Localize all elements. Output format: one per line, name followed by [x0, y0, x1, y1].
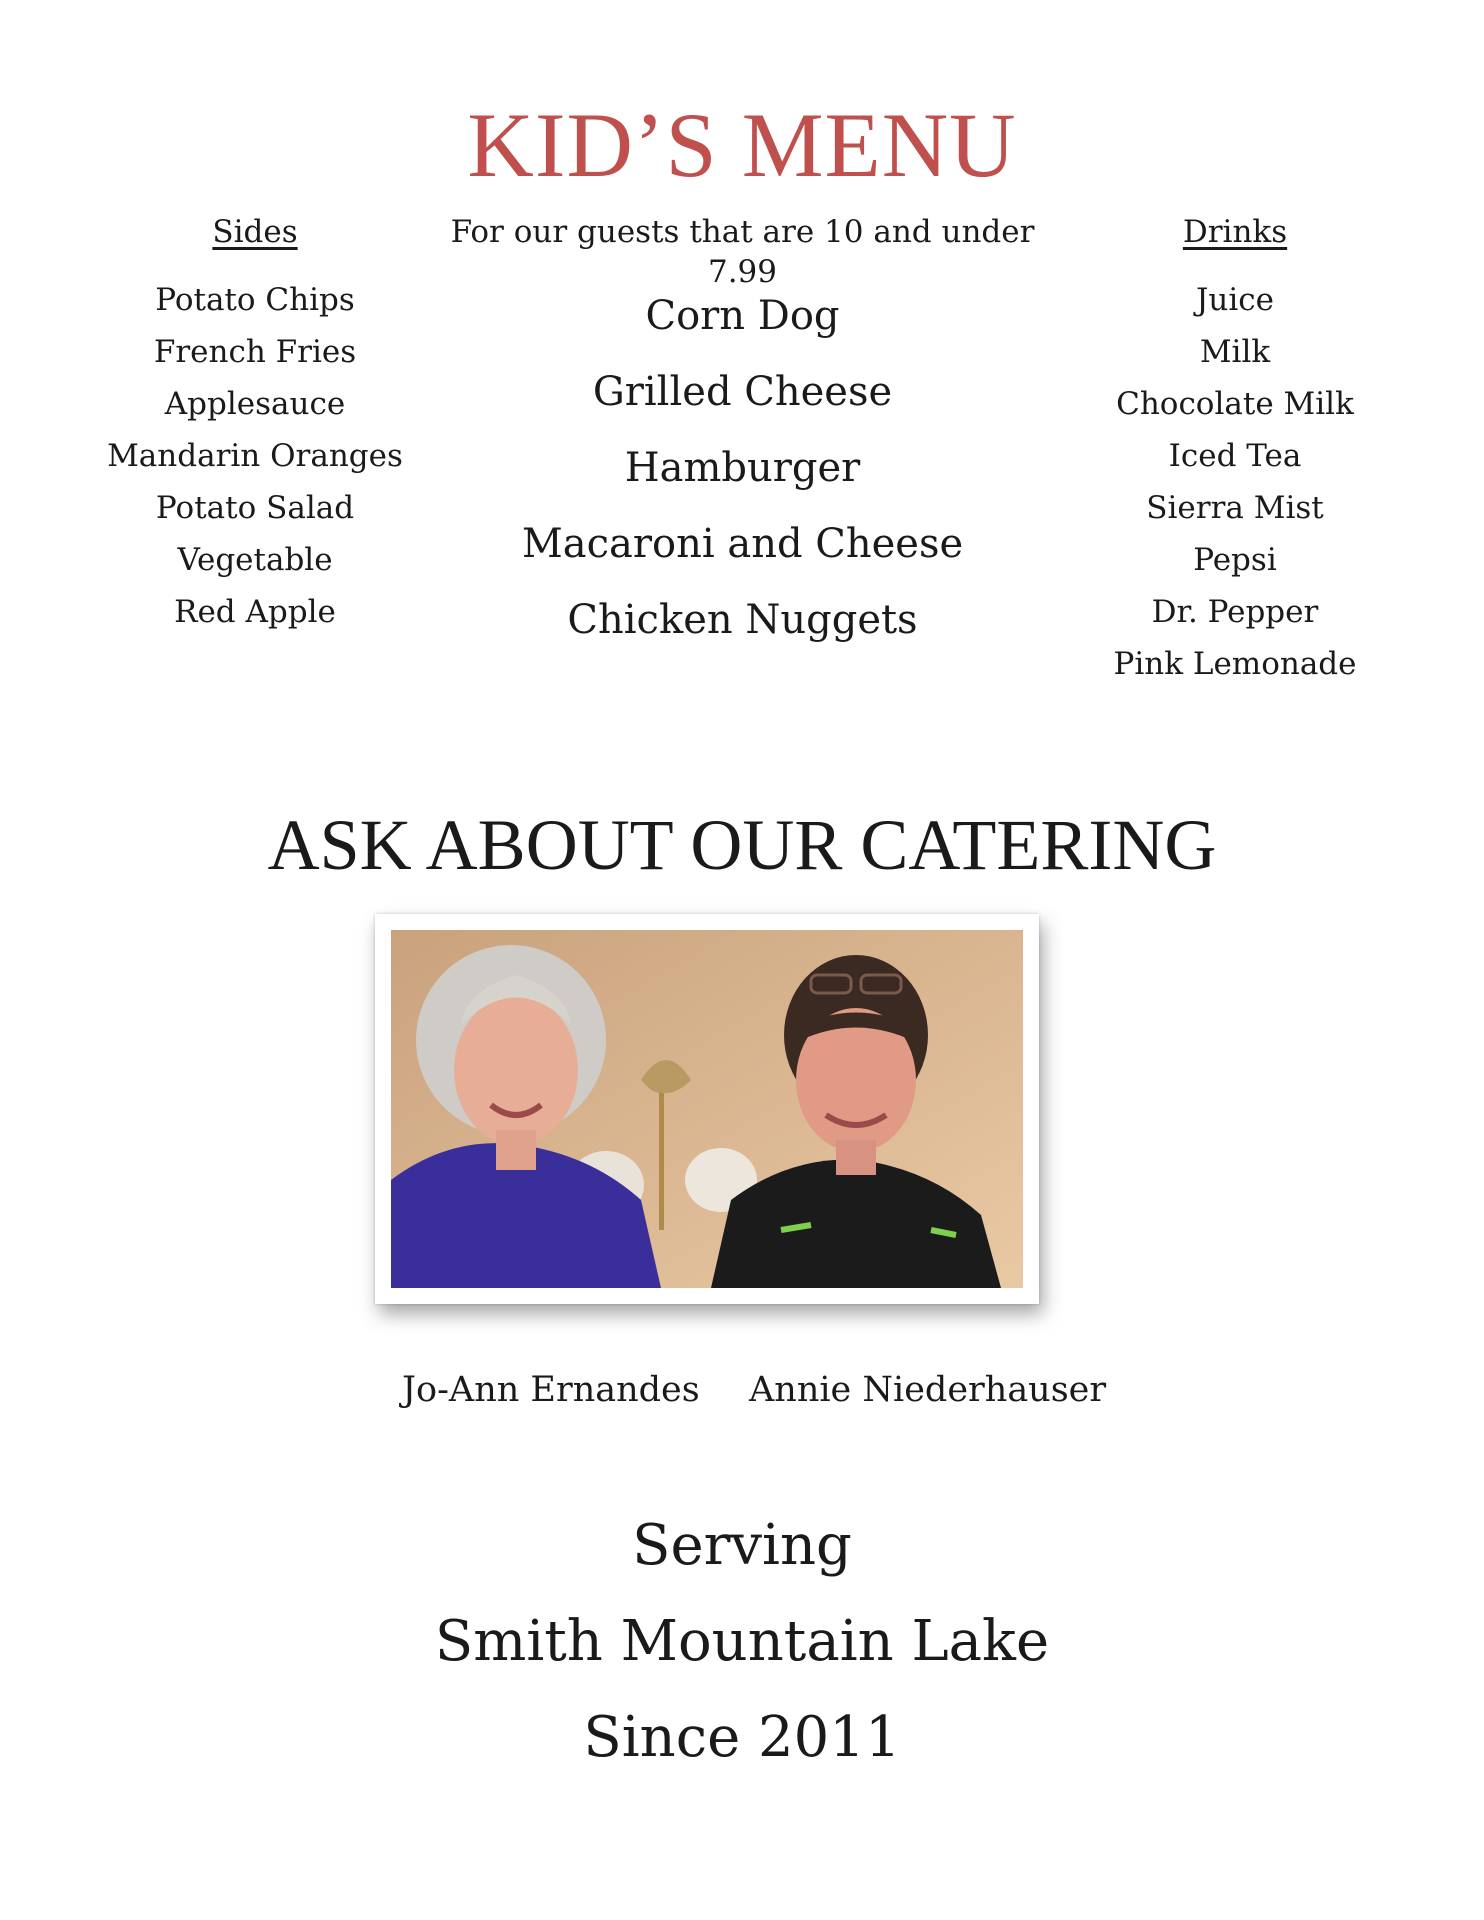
drink-item: Pepsi [1193, 542, 1277, 578]
drinks-list [1045, 274, 1425, 690]
tagline-line: Serving [632, 1513, 852, 1578]
main-item: Macaroni and Cheese [521, 521, 964, 567]
sides-heading: Sides [212, 214, 298, 250]
owners-photo [375, 914, 1039, 1304]
drink-item: Iced Tea [1168, 438, 1302, 474]
owner-name: Jo-Ann Ernandes [402, 1370, 700, 1410]
side-item: Potato Salad [155, 490, 355, 526]
tagline-line: Since 2011 [583, 1705, 901, 1770]
side-item: Applesauce [164, 386, 346, 422]
drink-item: Sierra Mist [1146, 490, 1324, 526]
tagline-line: Smith Mountain Lake [434, 1609, 1050, 1674]
drink-item: Pink Lemonade [1113, 646, 1357, 682]
side-item: French Fries [153, 334, 357, 370]
side-item: Vegetable [177, 542, 333, 578]
drinks-heading: Drinks [1182, 214, 1288, 250]
sides-list [60, 274, 450, 638]
mains-list [420, 278, 1065, 658]
mains-column [420, 212, 1065, 658]
drink-item: Milk [1199, 334, 1271, 370]
main-item: Grilled Cheese [592, 369, 893, 415]
drink-item: Juice [1195, 282, 1274, 318]
sides-column [60, 212, 450, 638]
drink-item: Chocolate Milk [1116, 386, 1354, 422]
side-item: Potato Chips [155, 282, 355, 318]
side-item: Mandarin Oranges [107, 438, 403, 474]
owner-name: Annie Niederhauser [749, 1370, 1107, 1410]
catering-heading: ASK ABOUT OUR CATERING [267, 805, 1217, 885]
drinks-column [1045, 212, 1425, 690]
drink-item: Dr. Pepper [1151, 594, 1319, 630]
main-item: Hamburger [624, 445, 861, 491]
mains-heading: For our guests that are 10 and under 7.99 [450, 214, 1035, 290]
main-item: Corn Dog [645, 293, 840, 339]
closing-tagline [0, 1498, 1484, 1786]
owners-photo-image [391, 930, 1023, 1288]
side-item: Red Apple [174, 594, 336, 630]
main-item: Chicken Nuggets [567, 597, 918, 643]
kids-menu-title: KID’S MENU [467, 94, 1017, 196]
